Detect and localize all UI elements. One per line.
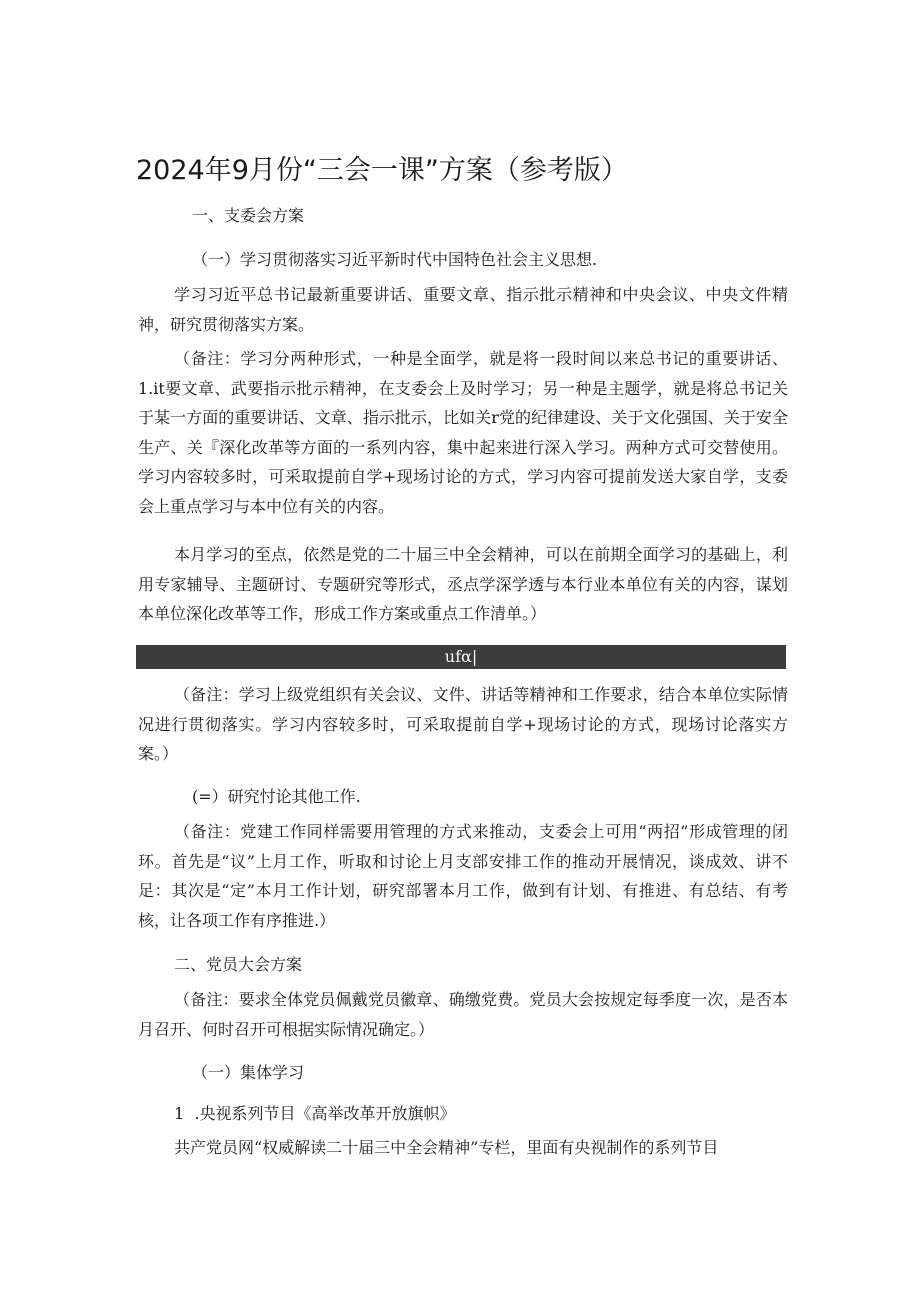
section-heading-1: 一、支委会方案 — [192, 206, 305, 225]
paragraph-note-1: （备注：学习分两种形式，一种是全面学，就是将一段时间以来总书记的重要讲话、1.it要文章、武要指示批示精神，在支委会上及时学习；另一种是主题学，就是将总书记关于某一方面的重要讲话、文章、指示批示，比如关r党的纪律建设、关于文化强国、关于安全生产、关『深化改革等方面的一系列内容，集中起来进行深入学习。两种方式可交替使用。学习内容较多时，可采取提前自学+现场讨论的方式，学习内容可提前发送大家自学，支委会上重点学习与本中位有关的内容。 — [138, 349, 788, 516]
subsection-heading-1: （一）学习贯彻落实习近平新时代中国特色社会主义思想. — [192, 250, 598, 269]
paragraph-note-3: （备注：党建工作同样需要用管理的方式来推动，支委会上可用“两招”形成管理的闭环。首先是“议”上月工作，听取和讨论上月支部安排工作的推动开展情况，谈成效、讲不足：其次是“定”本月工作计划，研究部署本月工作，做到有计划、有推进、有总结、有考核，让各项工作有序推进.） — [138, 822, 788, 930]
paragraph-2: 本月学习的至点，依然是党的二十届三中全会精神，可以在前期全面学习的基础上，利用专家辅导、主题研讨、专题研究等形式，丞点学深学透与本行业本单位有关的内容，谋划本单位深化改革等工作，形成工作方案或重点工作清单。） — [138, 545, 788, 623]
scan-artifact-bar: ufα| — [136, 645, 786, 669]
paragraph-note-2: （备注：学习上级党组织有关会议、文件、讲话等精神和工作要求，结合本单位实际情况进行贯彻落实。学习内容较多时，可采取提前自学+现场讨论的方式，现场讨论落实方案。） — [138, 685, 788, 763]
page-title: 2024年9月份“三会一课”方案（参考版） — [136, 155, 628, 186]
paragraph-3: 共产党员网“权威解读二十届三中全会精神”专栏，里面有央视制作的系列节目 — [174, 1138, 719, 1157]
section-heading-2: 二、党员大会方案 — [174, 955, 303, 974]
list-item-1: 1 .央视系列节目《高举改革开放旗帜》 — [174, 1104, 456, 1123]
subsection-heading-4: （一）集体学习 — [192, 1063, 305, 1082]
subsection-heading-3: (=）研究忖论其他工作. — [192, 787, 361, 806]
paragraph-note-4: （备注：要求全体党员佩戴党员徽章、确缴党费。党员大会按规定每季度一次，是否本月召开、何时召开可根据实际情况确定。） — [138, 990, 788, 1039]
paragraph-1: 学习习近平总书记最新重要讲话、重要文章、指示批示精神和中央会议、中央文件精神，研究贯彻落实方案。 — [138, 285, 788, 334]
